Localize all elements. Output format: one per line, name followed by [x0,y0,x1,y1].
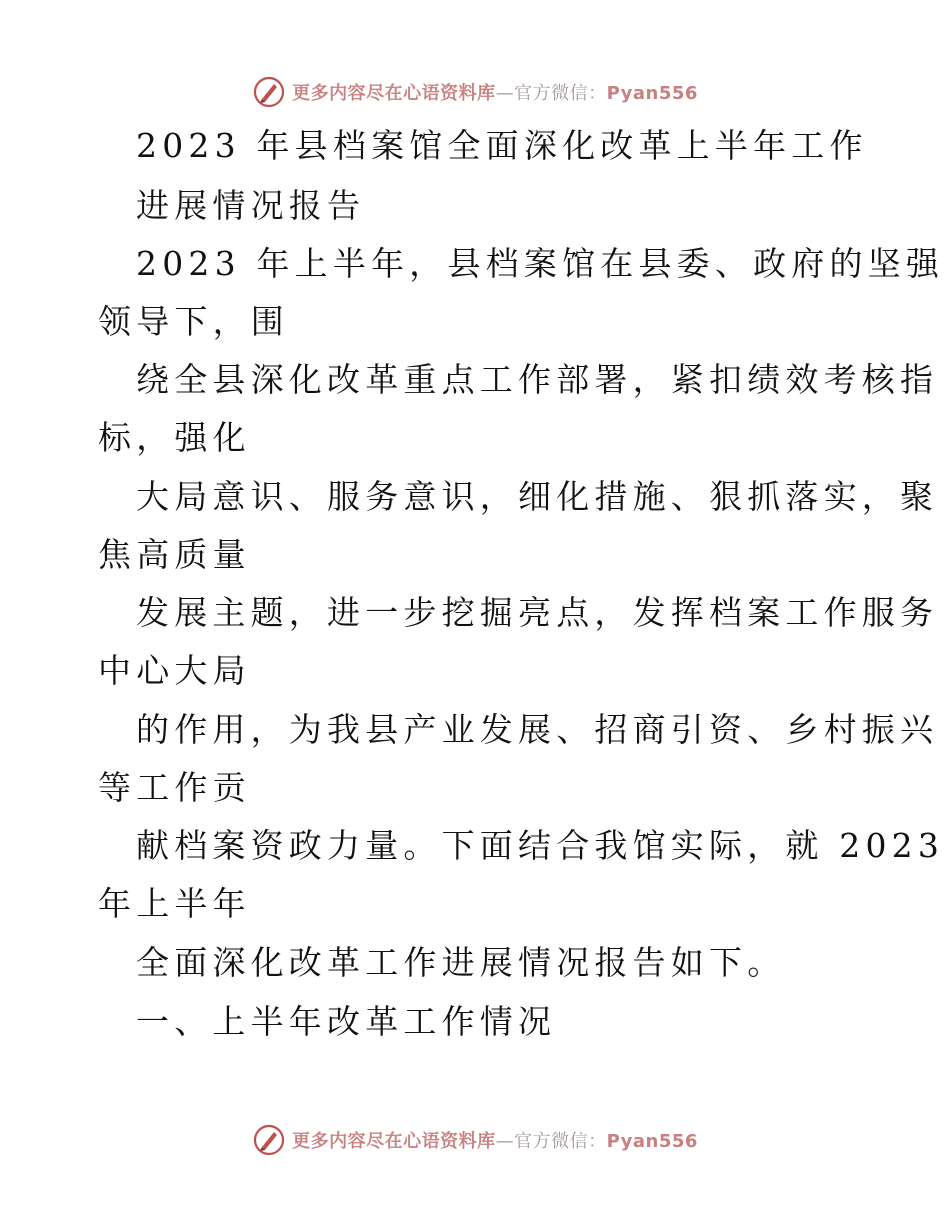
banner-main-text: 更多内容尽在心语资料库 [292,83,496,104]
banner-id-text: Pyan556 [606,1131,698,1152]
header-banner-text [292,79,698,105]
banner-separator-text: —官方微信： [495,83,607,104]
footer-banner-text [292,1127,698,1153]
paragraph-line: 标，强化 [98,418,251,457]
paragraph-line: 2023 年上半年，县档案馆在县委、政府的坚强 [136,244,945,283]
paragraph-line: 大局意识、服务意识，细化措施、狠抓落实，聚 [136,477,939,516]
banner-main-text: 更多内容尽在心语资料库 [292,1131,496,1152]
title-line-2: 进展情况报告 [136,186,366,225]
banner-separator-text: —官方微信： [495,1131,607,1152]
paragraph-line: 献档案资政力量。下面结合我馆实际，就 2023 [136,826,945,865]
paragraph-line: 的作用，为我县产业发展、招商引资、乡村振兴 [136,710,939,749]
paragraph-line: 全面深化改革工作进展情况报告如下。 [136,943,786,982]
footer-banner [0,1120,950,1160]
paragraph-line: 等工作贡 [98,768,251,807]
paragraph-line: 发展主题，进一步挖掘亮点，发挥档案工作服务 [136,593,939,632]
paragraph-line: 年上半年 [98,884,251,923]
paragraph-line: 中心大局 [98,651,251,690]
title-line-1: 2023 年县档案馆全面深化改革上半年工作 [136,126,868,165]
paragraph-line: 焦高质量 [98,535,251,574]
pen-nib-logo-icon [252,75,286,109]
pen-nib-logo-icon [252,1123,286,1157]
header-banner [0,72,950,112]
paragraph-line: 领导下，围 [98,302,289,341]
section-heading: 一、上半年改革工作情况 [136,1002,557,1041]
banner-id-text: Pyan556 [606,83,698,104]
paragraph-line: 绕全县深化改革重点工作部署，紧扣绩效考核指 [136,360,939,399]
